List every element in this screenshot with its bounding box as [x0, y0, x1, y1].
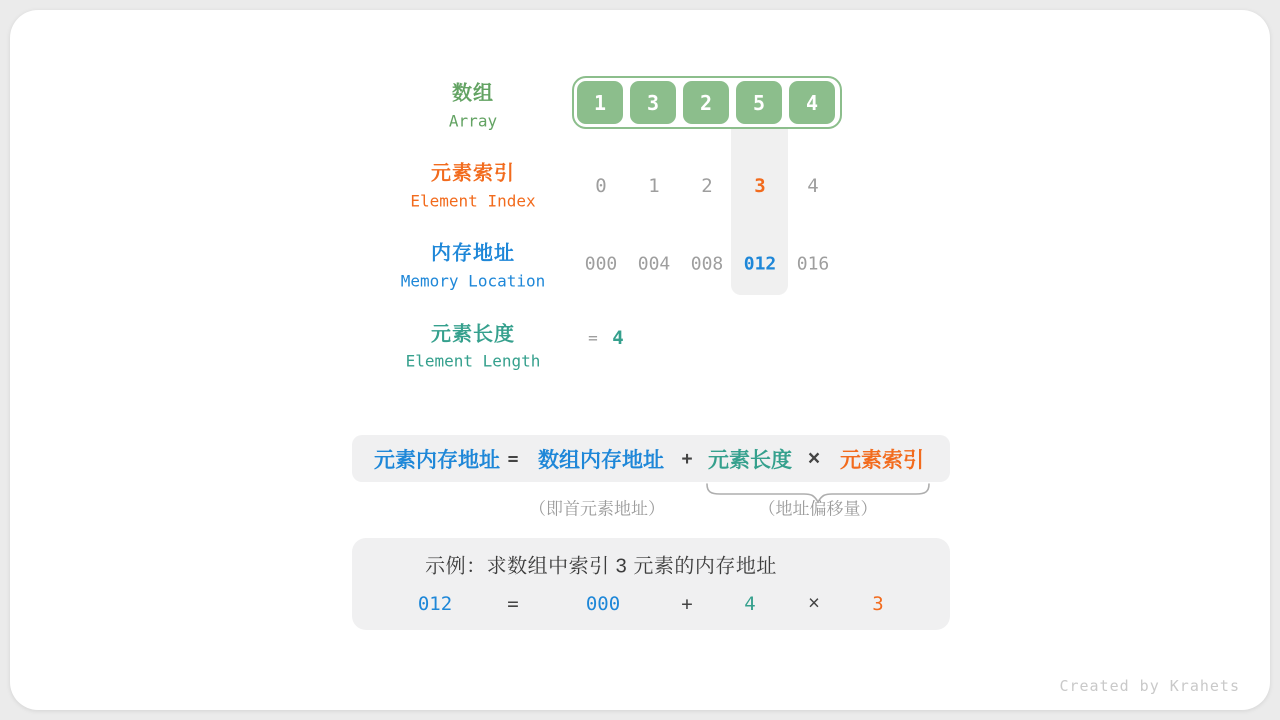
memory-label-zh: 内存地址 [431, 242, 515, 265]
length-equals-sign: = [588, 328, 598, 348]
memory-value: 008 [690, 253, 724, 275]
example-equals-sign: = [507, 593, 519, 615]
array-cell: 5 [736, 81, 782, 124]
index-value-highlighted: 3 [754, 175, 766, 197]
formula-plus-sign: + [681, 448, 693, 470]
formula-term-element-length: 元素长度 [708, 449, 792, 472]
formula-equals-sign: = [507, 448, 519, 470]
array-cell: 1 [577, 81, 623, 124]
index-label-zh: 元素索引 [431, 162, 515, 185]
array-container [572, 76, 842, 129]
array-cell: 4 [789, 81, 835, 124]
formula-term-element-index: 元素索引 [840, 449, 924, 472]
example-result-address: 012 [417, 593, 453, 615]
memory-label-en: Memory Location [400, 271, 546, 291]
credit-text: Created by Krahets [1059, 677, 1240, 695]
memory-value-highlighted: 012 [743, 253, 777, 275]
formula-term-array-address: 数组内存地址 [538, 449, 664, 472]
index-value: 1 [648, 175, 660, 197]
example-element-index: 3 [872, 593, 884, 615]
index-value: 2 [701, 175, 713, 197]
note-first-element-address: （即首元素地址） [529, 499, 665, 519]
memory-value: 004 [637, 253, 671, 275]
example-plus-sign: + [681, 593, 693, 615]
example-title: 示例：求数组中索引 3 元素的内存地址 [425, 555, 777, 578]
formula-term-element-address: 元素内存地址 [374, 449, 500, 472]
example-element-length: 4 [744, 593, 756, 615]
length-value: 4 [612, 327, 624, 349]
memory-value: 016 [796, 253, 830, 275]
array-cell: 2 [683, 81, 729, 124]
index-value: 4 [807, 175, 819, 197]
formula-times-sign: × [807, 447, 821, 470]
array-label-en: Array [448, 111, 498, 131]
index-label-en: Element Index [410, 191, 536, 211]
length-label-en: Element Length [405, 351, 541, 371]
note-address-offset: （地址偏移量） [758, 499, 878, 519]
memory-value: 000 [584, 253, 618, 275]
example-times-sign: × [808, 592, 820, 615]
array-cell: 3 [630, 81, 676, 124]
length-label-zh: 元素长度 [431, 323, 515, 346]
example-base-address: 000 [585, 593, 621, 615]
index-value: 0 [595, 175, 607, 197]
array-label-zh: 数组 [452, 82, 494, 105]
